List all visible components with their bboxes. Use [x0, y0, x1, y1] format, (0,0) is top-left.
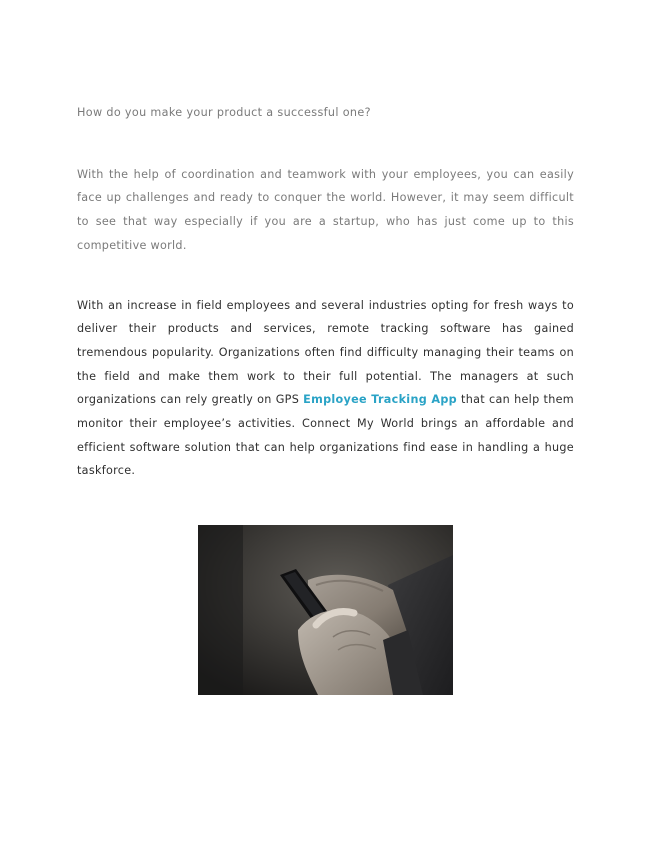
- body-paragraph-text-start: With an increase in field employees and several industries opting for fresh ways to deliver their products and services, remote tracking software has gained tremendous popularity. Organizations often find difficulty managing their teams on the field and make them work to their full potential. The managers at such organizations can rely greatly on GPS: [77, 298, 574, 407]
- intro-paragraph: With the help of coordination and teamwork with your employees, you can easily face up challenges and ready to conquer the world. However, it may seem difficult to see that way especially if you are a startup, who has just come up to this competitive world.: [77, 167, 574, 252]
- hands-holding-smartphone-photo: [198, 525, 453, 695]
- body-paragraph-text-end: that can help them monitor their employee’s activities. Connect My World brings an affordable and efficient software solution that can help organizations find ease in handling a huge taskforce.: [77, 393, 574, 478]
- photo-illustration: [198, 525, 453, 695]
- body-paragraph: [77, 294, 574, 484]
- section-heading: How do you make your product a successful one?: [77, 106, 371, 119]
- employee-tracking-app-link[interactable]: Employee Tracking App: [303, 393, 457, 407]
